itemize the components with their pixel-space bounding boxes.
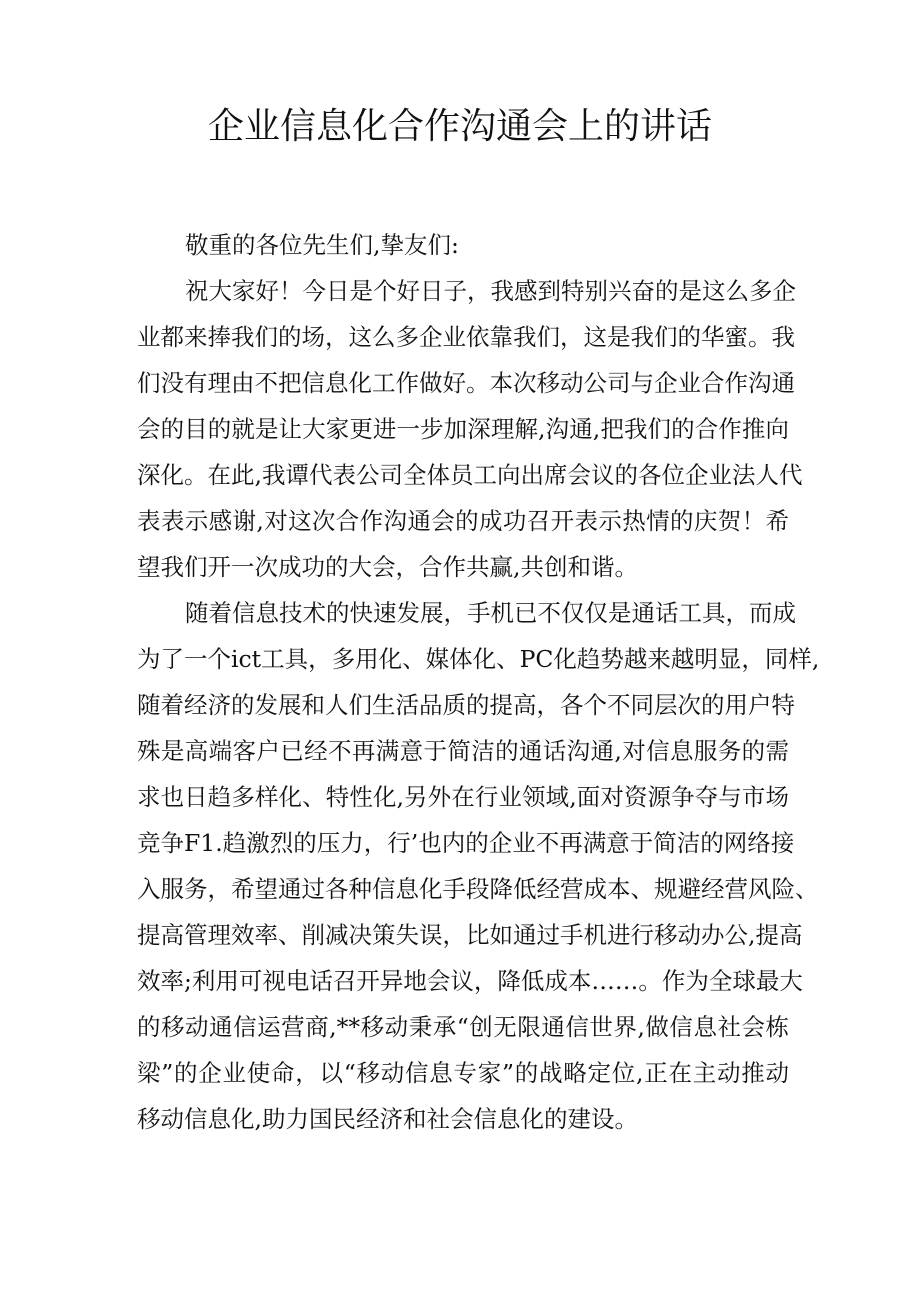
paragraph-2-line-11: 梁”的企业使命，以“移动信息专家”的战略定位,正在主动推动 <box>137 1059 789 1087</box>
paragraph-2-line-7: 入服务，希望通过各种信息化手段降低经营成本、规避经营风险、 <box>137 875 819 903</box>
paragraph-2-line-4: 殊是高端客户已经不再满意于简洁的通话沟通,对信息服务的需 <box>137 737 789 765</box>
paragraph-2-line-9: 效率;利用可视电话召开异地会议，降低成本……。作为全球最大 <box>137 967 803 995</box>
paragraph-1-line-5: 深化。在此,我谭代表公司全体员工向出席会议的各位企业法人代 <box>137 461 803 489</box>
paragraph-1-line-4: 会的目的就是让大家更进一步加深理解,沟通,把我们的合作推向 <box>137 415 789 443</box>
paragraph-1-line-2: 业都来捧我们的场，这么多企业依靠我们，这是我们的华蜜。我 <box>137 323 795 351</box>
paragraph-2-line-1: 随着信息技术的快速发展，手机已不仅仅是通话工具，而成 <box>185 599 796 627</box>
paragraph-2-line-12: 移动信息化,助力国民经济和社会信息化的建设。 <box>137 1105 638 1133</box>
paragraph-2-line-10: 的移动通信运营商,**移动秉承“创无限通信世界,做信息社会栋 <box>137 1013 789 1041</box>
paragraph-1-line-3: 们没有理由不把信息化工作做好。本次移动公司与企业合作沟通 <box>137 369 795 397</box>
paragraph-2-line-5: 求也日趋多样化、特性化,另外在行业领域,面对资源争夺与市场 <box>137 783 789 811</box>
document-body <box>137 222 820 1142</box>
paragraph-2-line-3: 随着经济的发展和人们生活品质的提高，各个不同层次的用户特 <box>137 691 795 719</box>
paragraph-2-line-2: 为了一个ict工具，多用化、媒体化、PC化趋势越来越明显，同样, <box>137 645 820 673</box>
paragraph-1-line-7: 望我们开一次成功的大会，合作共赢,共创和谐。 <box>137 553 638 581</box>
paragraph-2-line-8: 提高管理效率、削减决策失误，比如通过手机进行移动办公,提高 <box>137 921 803 949</box>
paragraph-1-line-6: 表表示感谢,对这次合作沟通会的成功召开表示热情的庆贺！希 <box>137 507 789 535</box>
document-title: 企业信息化合作沟通会上的讲话 <box>207 106 712 147</box>
paragraph-1-line-1: 祝大家好！今日是个好日子，我感到特别兴奋的是这么多企 <box>185 277 796 305</box>
salutation-line: 敬重的各位先生们,挚友们: <box>185 231 459 259</box>
paragraph-2-line-6: 竞争F1.趋激烈的压力，行’也内的企业不再满意于简洁的网络接 <box>137 829 795 857</box>
